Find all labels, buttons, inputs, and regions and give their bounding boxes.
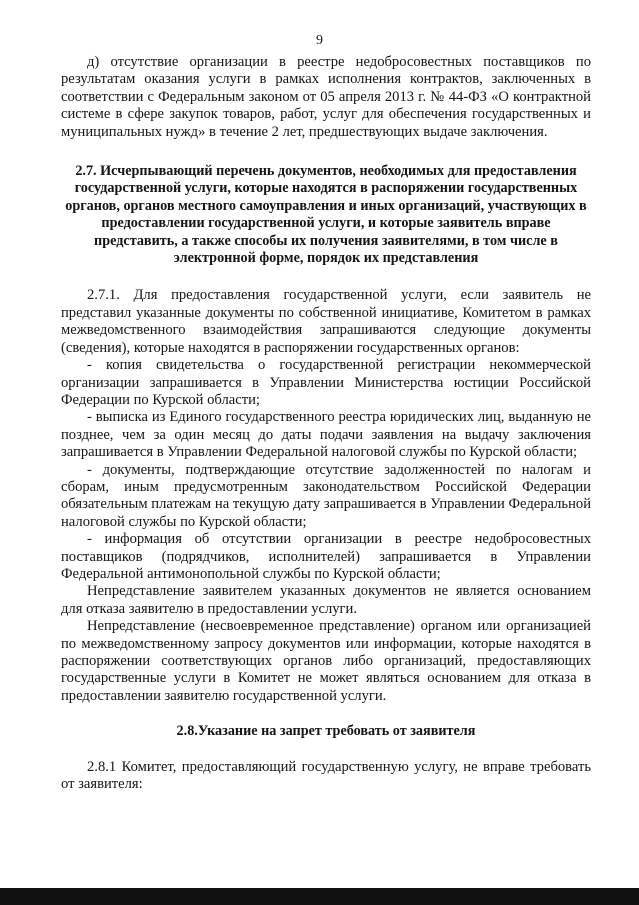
- paragraph-2-8-1: 2.8.1 Комитет, предоставляющий государственную услугу, не вправе требовать от заявителя:: [61, 758, 591, 793]
- bullet-registry-extract: - выписка из Единого государственного реестра юридических лиц, выданную не позднее, чем за один месяц до даты подачи заявления на выдачу заключения запрашивается в Управлении Федеральной налоговой службы по Курской области;: [61, 409, 591, 461]
- section-2-7-heading: 2.7. Исчерпывающий перечень документов, необходимых для предоставления государственной услуги, которые находятся в распоряжении государственных органов, органов местного самоуправления и иных организаций, участвующих в предоставлении государственной услуги, и которые заявитель вправе представить, а также способы их получения заявителями, в том числе в электронной форме, порядок их представления: [65, 163, 587, 267]
- bullet-tax-documents: - документы, подтверждающие отсутствие задолженностей по налогам и сборам, иным предусмотренным законодательством Российской Федерации обязательным платежам на текущую дату запрашивается в Управлении Федеральной налоговой службы по Курской области;: [61, 461, 591, 530]
- page-number: 9: [316, 33, 323, 48]
- section-2-8-heading: 2.8.Указание на запрет требовать от заявителя: [176, 723, 476, 740]
- bullet-registration-certificate: - копия свидетельства о государственной регистрации некоммерческой организации запрашивается в Управлении Министерства юстиции Российской Федерации по Курской области;: [61, 357, 591, 408]
- paragraph-non-submission-agency: Непредставление (несвоевременное представление) органом или организацией по межведомственному запросу документов или информации, которые находятся в распоряжении соответствующих органов либо организаций, предоставляющих государственные услуги в Комитет не может являться основанием для отказа в предоставлении заявителю государственной услуги.: [61, 618, 591, 704]
- item-d-paragraph: д) отсутствие организации в реестре недобросовестных поставщиков по результатам оказания услуги в рамках исполнения контрактов, заключенных в соответствии с Федеральным законом от 05 апреля 2013 г. № 44-ФЗ «О контрактной системе в сфере закупок товаров, работ, услуг для обеспечения государственных и муниципальных нужд» в течение 2 лет, предшествующих выдаче заключения.: [61, 54, 591, 140]
- paragraph-non-submission-applicant: Непредставление заявителем указанных документов не является основанием для отказа заявителю в предоставлении услуги.: [61, 583, 591, 617]
- bullet-supplier-registry-info: - информация об отсутствии организации в реестре недобросовестных поставщиков (подрядчиков, исполнителей) запрашивается в Управлении Федеральной антимонопольной службы по Курской области;: [61, 531, 591, 582]
- paragraph-2-7-1: 2.7.1. Для предоставления государственной услуги, если заявитель не представил указанные документы по собственной инициативе, Комитетом в рамках межведомственного взаимодействия запрашиваются следующие документы (сведения), которые находятся в распоряжении государственных органов:: [61, 287, 591, 356]
- scan-bottom-edge: [0, 888, 639, 905]
- document-body: [61, 54, 591, 793]
